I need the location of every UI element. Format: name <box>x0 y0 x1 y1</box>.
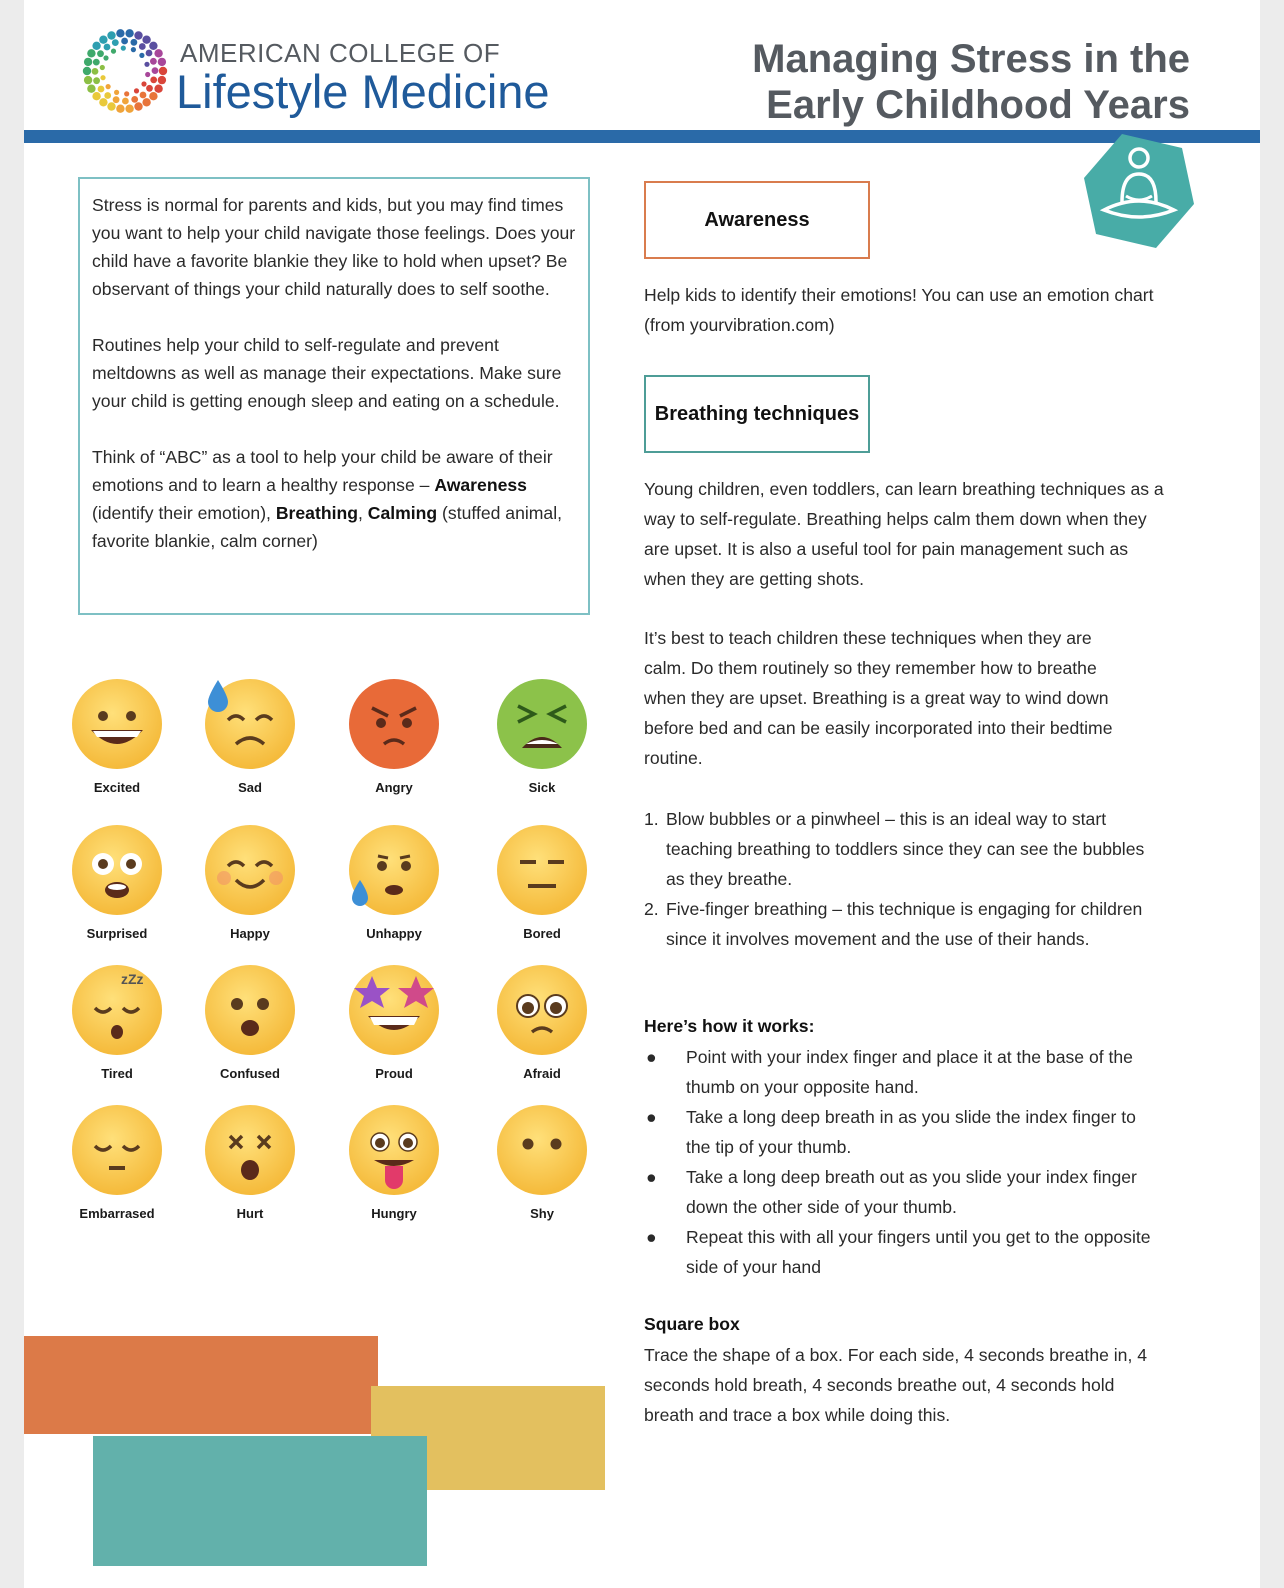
excited-face-icon <box>69 676 165 772</box>
square-box-heading: Square box <box>644 1314 740 1334</box>
proud-face-icon <box>346 962 442 1058</box>
list-item <box>644 1102 1164 1162</box>
intro-box <box>78 177 590 615</box>
bullet-icon: ● <box>646 1227 657 1247</box>
emotion-label: Shy <box>530 1206 554 1221</box>
emotion-label: Tired <box>101 1066 133 1081</box>
page-title-line1: Managing Stress in the <box>752 37 1190 81</box>
emotion-label: Sick <box>528 780 556 795</box>
emotion-label: Afraid <box>523 1066 561 1081</box>
list-item-text: Take a long deep breath out as you slide your index finger down the other side of your thumb. <box>686 1167 1137 1217</box>
sad-face-icon <box>202 676 298 772</box>
emotion-label: Confused <box>220 1066 280 1081</box>
bored-face-icon <box>494 822 590 918</box>
emotion-item <box>477 822 607 941</box>
header-rule <box>24 130 1260 143</box>
svg-text:zZz: zZz <box>121 971 144 987</box>
decorative-teal-block <box>93 1436 427 1566</box>
bullet-icon: ● <box>646 1107 657 1127</box>
angry-face-icon <box>346 676 442 772</box>
list-item-text: Five-finger breathing – this technique is engaging for children since it involves movement and the use of their hands. <box>666 899 1143 949</box>
emotion-label: Angry <box>375 780 413 795</box>
bullet-icon: ● <box>646 1047 657 1067</box>
intro-awareness-term: Awareness <box>434 475 527 495</box>
org-name-line1: AMERICAN COLLEGE OF <box>180 38 501 68</box>
emotion-label: Embarrased <box>79 1206 155 1221</box>
how-it-works-list <box>644 1042 1164 1282</box>
emotion-label: Hurt <box>236 1206 264 1221</box>
org-name-line2: Lifestyle Medicine <box>176 65 550 118</box>
page-title-line2: Early Childhood Years <box>766 83 1190 127</box>
list-item-text: Blow bubbles or a pinwheel – this is an ideal way to start teaching breathing to toddlers since they can see the bubbles as they breathe. <box>666 809 1145 889</box>
intro-calming-note: (stuffed animal, favorite blankie, calm corner) <box>92 503 563 551</box>
emotion-label: Happy <box>230 926 270 941</box>
list-item-text: Repeat this with all your fingers until you get to the opposite side of your hand <box>686 1227 1151 1277</box>
breathing-heading-box: Breathing techniques <box>644 375 870 453</box>
list-item-text: Point with your index finger and place it at the base of the thumb on your opposite hand. <box>686 1047 1133 1097</box>
embarrassed-face-icon <box>69 1102 165 1198</box>
intro-breathing-term: Breathing <box>275 503 358 523</box>
tired-face-icon <box>69 962 165 1058</box>
happy-face-icon <box>202 822 298 918</box>
emotion-item <box>185 822 315 941</box>
emotion-label: Sad <box>238 780 262 795</box>
emotion-item <box>185 1102 315 1221</box>
emotion-item <box>52 962 182 1081</box>
list-item-number: 1. <box>644 809 659 829</box>
emotion-item <box>329 676 459 795</box>
emotion-item <box>477 1102 607 1221</box>
intro-awareness-note: (identify their emotion), <box>92 503 271 523</box>
emotion-item <box>477 962 607 1081</box>
emotion-item <box>329 822 459 941</box>
intro-paragraph-1: Stress is normal for parents and kids, but you may find times you want to help your child navigate those feelings. Does your child have a favorite blankie they like to hold when upset? Be observant of things your child naturally does to self soothe. <box>92 195 576 299</box>
emotion-label: Hungry <box>371 1206 417 1221</box>
decorative-orange-block <box>24 1336 378 1434</box>
intro-calming-term: Calming <box>367 503 438 523</box>
emotion-item <box>185 962 315 1081</box>
unhappy-face-icon <box>346 822 442 918</box>
list-item <box>644 1042 1164 1102</box>
list-item <box>644 1222 1164 1282</box>
emotion-item <box>185 676 315 795</box>
breathing-paragraph-1: Young children, even toddlers, can learn breathing techniques as a way to self-regulate. Breathing helps calm them down when they are upset. It is also a useful tool for pain management such as when they are getting shots. <box>644 479 1164 589</box>
breathing-paragraph-2: It’s best to teach children these techniques when they are calm. Do them routinely so they remember how to breathe when they are upset. Breathing is a great way to wind down before bed and can be easily incorporated into their bedtime routine. <box>644 628 1113 768</box>
awareness-text: Help kids to identify their emotions! You can use an emotion chart (from yourvibration.com) <box>644 285 1154 335</box>
acolm-logo-icon <box>80 26 170 116</box>
intro-paragraph-2: Routines help your child to self-regulate and prevent meltdowns as well as manage their expectations. Make sure your child is getting enough sleep and eating on a schedule. <box>92 335 562 411</box>
emotion-item <box>52 822 182 941</box>
emotion-label: Bored <box>523 926 561 941</box>
confused-face-icon <box>202 962 298 1058</box>
bullet-icon: ● <box>646 1167 657 1187</box>
list-item-number: 2. <box>644 899 659 919</box>
list-item-text: Take a long deep breath in as you slide the index finger to the tip of your thumb. <box>686 1107 1136 1157</box>
meditation-icon <box>1082 132 1196 250</box>
list-item <box>644 804 1164 894</box>
emotion-label: Surprised <box>86 926 148 941</box>
hurt-face-icon <box>202 1102 298 1198</box>
document-page <box>24 0 1260 1588</box>
sick-face-icon <box>494 676 590 772</box>
page-title <box>752 36 1190 128</box>
emotion-label: Proud <box>375 1066 413 1081</box>
emotion-label: Excited <box>93 780 141 795</box>
intro-abc-text: Think of “ABC” as a tool to help your child be aware of their emotions and to learn a healthy response – <box>92 447 553 495</box>
afraid-face-icon <box>494 962 590 1058</box>
hungry-face-icon <box>346 1102 442 1198</box>
how-it-works-heading: Here’s how it works: <box>644 1016 815 1036</box>
emotion-item <box>329 962 459 1081</box>
awareness-heading-box: Awareness <box>644 181 870 259</box>
emotion-item <box>52 676 182 795</box>
emotion-item <box>52 1102 182 1221</box>
emotion-item <box>329 1102 459 1221</box>
list-item <box>644 894 1164 954</box>
list-item <box>644 1162 1164 1222</box>
square-box-text: Trace the shape of a box. For each side, 4 seconds breathe in, 4 seconds hold breath, 4 seconds breathe out, 4 seconds hold breath and trace a box while doing this. <box>644 1345 1148 1425</box>
emotion-label: Unhappy <box>366 926 422 941</box>
breathing-technique-list <box>644 804 1164 954</box>
intro-paragraph-3: Think of “ABC” as a tool to help your child be aware of their emotions and to learn a healthy response – Awareness (identify their emotion), Breathing, Calming (stuffed animal, favorite blankie, calm corner) <box>92 447 563 551</box>
shy-face-icon <box>494 1102 590 1198</box>
emotion-item <box>477 676 607 795</box>
surprised-face-icon <box>69 822 165 918</box>
